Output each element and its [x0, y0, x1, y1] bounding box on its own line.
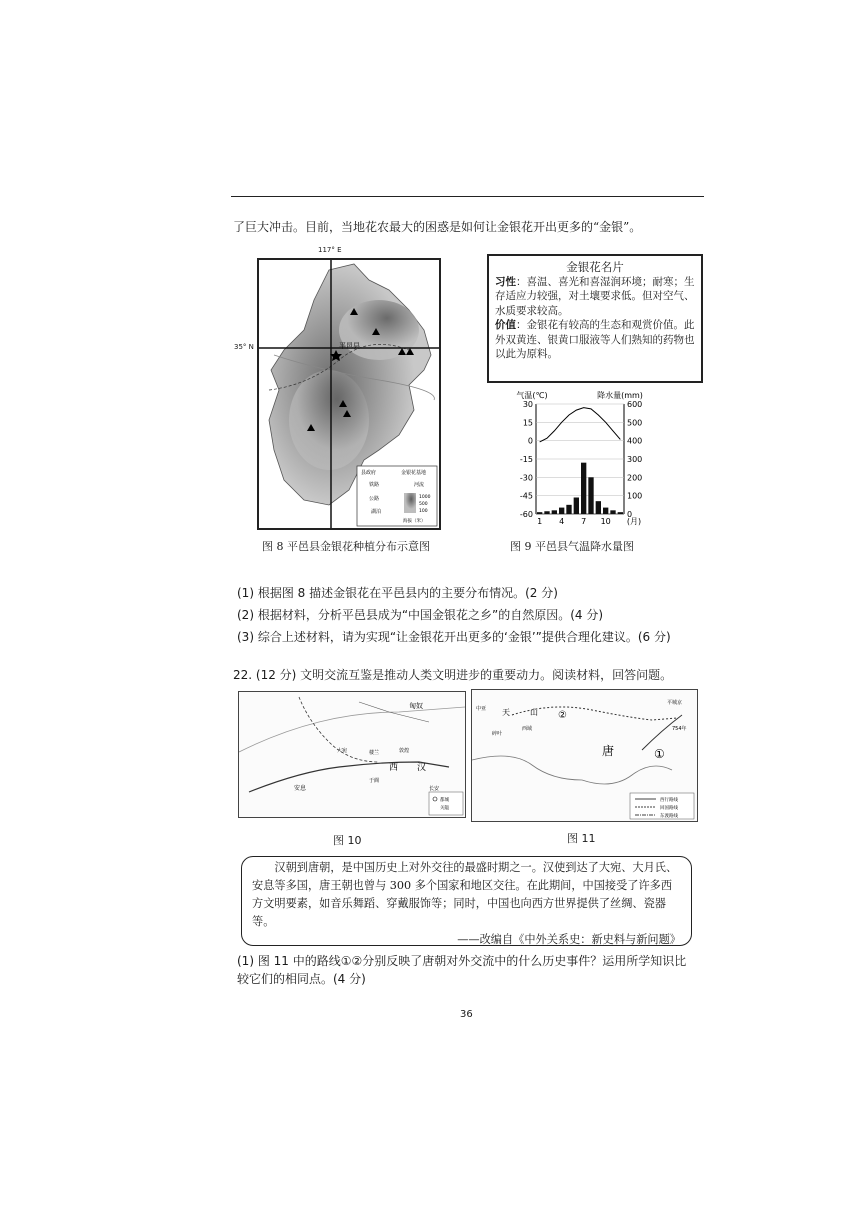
legend-elev-100: 100: [419, 509, 428, 514]
label-changan: 长安: [429, 786, 440, 792]
legend-river: 河流: [414, 482, 425, 488]
county-map-svg: [259, 260, 439, 528]
habit-label: 习性: [495, 275, 516, 288]
legend-west: 西行路线: [660, 798, 678, 803]
precip-tick-label: 500: [627, 418, 643, 428]
figure-9-caption: 图 9 平邑县气温降水量图: [510, 540, 634, 553]
question-22: 22. (12 分) 文明交流互鉴是推动人类文明进步的重要动力。阅读材料，回答问题。: [233, 668, 673, 682]
legend-pass: 关隘: [440, 806, 449, 811]
precip-bar: [552, 510, 557, 514]
climate-chart-svg: [500, 388, 670, 528]
legend-lake: 湖泊: [371, 509, 382, 515]
label-754: 754年: [672, 726, 687, 732]
question-2: (2) 根据材料，分析平邑县成为“中国金银花之乡”的自然原因。(4 分): [237, 608, 604, 622]
label-tian: 天: [502, 708, 510, 717]
label-dunhuang: 敦煌: [399, 748, 410, 754]
temp-tick-label: -60: [519, 510, 533, 519]
label-heijo: 平城京: [667, 700, 683, 706]
temp-tick-label: 15: [522, 418, 533, 428]
han-silk-road-svg: [239, 692, 465, 817]
figure-10-caption: 图 10: [333, 834, 362, 847]
legend-return: 回国路线: [660, 806, 678, 811]
fig10-legend: [429, 792, 463, 815]
precip-bar: [603, 508, 608, 514]
precip-tick-label: 300: [627, 455, 643, 464]
route-2-marker: ②: [558, 710, 567, 721]
precip-bar: [588, 477, 593, 514]
label-zhongya: 中亚: [476, 706, 487, 712]
question-1: (1) 根据图 8 描述金银花在平邑县内的主要分布情况。(2 分): [237, 586, 558, 600]
temp-tick-label: 0: [527, 436, 533, 446]
legend-capital: 都城: [440, 798, 449, 803]
route-1-marker: ①: [654, 747, 665, 761]
label-loulan: 楼兰: [369, 750, 380, 756]
temp-tick-label: -45: [519, 491, 533, 501]
habit-text: ：喜温、喜光和喜湿润环境；耐寒；生存适应力较强，对土壤要求低。但对空气、水质要求较高。: [495, 275, 695, 317]
precip-bar: [581, 463, 586, 514]
label-suiye: 碎叶: [492, 731, 503, 737]
page-number: 36: [460, 1009, 473, 1020]
honeysuckle-card: [487, 254, 703, 383]
legend-base: 金银花基地: [401, 470, 427, 476]
legend-elev-500: 500: [419, 502, 428, 507]
figure-10-map: [238, 691, 466, 818]
value-text: ：金银花有较高的生态和观赏价值。此外双黄连、银黄口服液等人们熟知的药物也以此为原料。: [495, 319, 695, 360]
tang-routes-svg: [472, 690, 697, 821]
quote-text: 汉朝到唐朝，是中国历史上对外交往的最盛时期之一。汉使到达了大宛、大月氏、安息等多国，唐王朝也曾与 300 多个国家和地区交往。在此期间，中国接受了许多西方文明要素，如音乐舞蹈、穿戴服饰等；同时，中国也向西方世界提供了丝绸、瓷器等。: [252, 861, 678, 928]
precip-bar: [566, 505, 571, 514]
route-1-line: [642, 715, 682, 750]
label-shan: 山: [530, 708, 538, 717]
card-value: [489, 318, 701, 362]
card-title: 金银花名片: [566, 260, 624, 274]
southern-mountains: [289, 370, 369, 470]
label-xiongnu: 匈奴: [409, 702, 423, 710]
temp-axis-label: 气温(℃): [516, 391, 548, 400]
label-han: 汉: [417, 763, 427, 773]
precip-bar: [596, 501, 601, 514]
month-tick-label: 1: [537, 517, 543, 526]
temp-curve: [540, 408, 621, 442]
value-label: 价值: [495, 319, 516, 331]
lat-label: 35° N: [234, 343, 254, 351]
precip-bar: [618, 512, 623, 514]
legend-highway: 公路: [369, 496, 380, 502]
figure-8-caption: 图 8 平邑县金银花种植分布示意图: [262, 540, 430, 553]
elevation-scale: [404, 493, 416, 513]
material-quote-box: [241, 856, 692, 946]
precip-bar: [537, 512, 542, 514]
card-habit: [489, 275, 701, 319]
legend-county-gov: 县政府: [361, 470, 377, 476]
legend-elev-unit: 海拔（米）: [403, 519, 426, 524]
precip-bar: [559, 508, 564, 514]
climate-chart: [500, 388, 670, 528]
question-3: (3) 综合上述材料，请为实现“让金银花开出更多的‘金银’”提供合理化建议。(6 分): [237, 630, 671, 644]
precip-tick-label: 600: [627, 400, 643, 409]
figure-11-caption: 图 11: [567, 832, 596, 845]
lon-label: 117° E: [318, 246, 342, 254]
precip-tick-label: 200: [627, 473, 643, 483]
precip-bar: [610, 510, 615, 514]
label-xiyu: 西域: [522, 726, 533, 732]
legend-elev-1000: 1000: [419, 495, 431, 500]
precip-axis-label: 降水量(mm): [597, 391, 643, 400]
precip-bar: [574, 498, 579, 515]
county-label: 平邑县: [339, 342, 360, 350]
quote-source: ——改编自《中外关系史：新史料与新问题》: [457, 933, 681, 946]
month-tick-label: 10: [600, 517, 611, 526]
intro-line: 了巨大冲击。目前，当地花农最大的困惑是如何让金银花开出更多的“金银”。: [233, 220, 642, 234]
precip-tick-label: 100: [627, 491, 643, 501]
precip-tick-label: 0: [627, 510, 633, 519]
northern-mountains: [339, 300, 419, 360]
temp-tick-label: 30: [522, 400, 533, 409]
label-yutian: 于阗: [369, 778, 380, 784]
temp-tick-label: -30: [519, 473, 533, 483]
header-rule: [231, 196, 704, 197]
precip-bar: [544, 511, 549, 514]
label-dayuan: 大宛: [337, 748, 348, 754]
temp-tick-label: -15: [519, 455, 533, 464]
precip-tick-label: 400: [627, 436, 643, 446]
month-tick-label: 7: [581, 517, 587, 526]
legend-east: 东渡路线: [660, 814, 678, 819]
terrain-line: [239, 707, 465, 752]
label-xi: 西: [389, 763, 399, 773]
question-22-1: (1) 图 11 中的路线①②分别反映了唐朝对外交流中的什么历史事件？运用所学知识比较它们的相同点。(4 分): [237, 954, 687, 986]
label-anxi: 安息: [294, 785, 307, 792]
month-tick-label: 4: [559, 517, 565, 526]
coastline: [472, 756, 672, 784]
label-tang: 唐: [602, 744, 615, 758]
month-unit-label: (月): [626, 517, 642, 526]
legend-railway: 铁路: [369, 482, 380, 488]
figure-8-map: [257, 258, 441, 530]
figure-11-map: [471, 689, 698, 822]
